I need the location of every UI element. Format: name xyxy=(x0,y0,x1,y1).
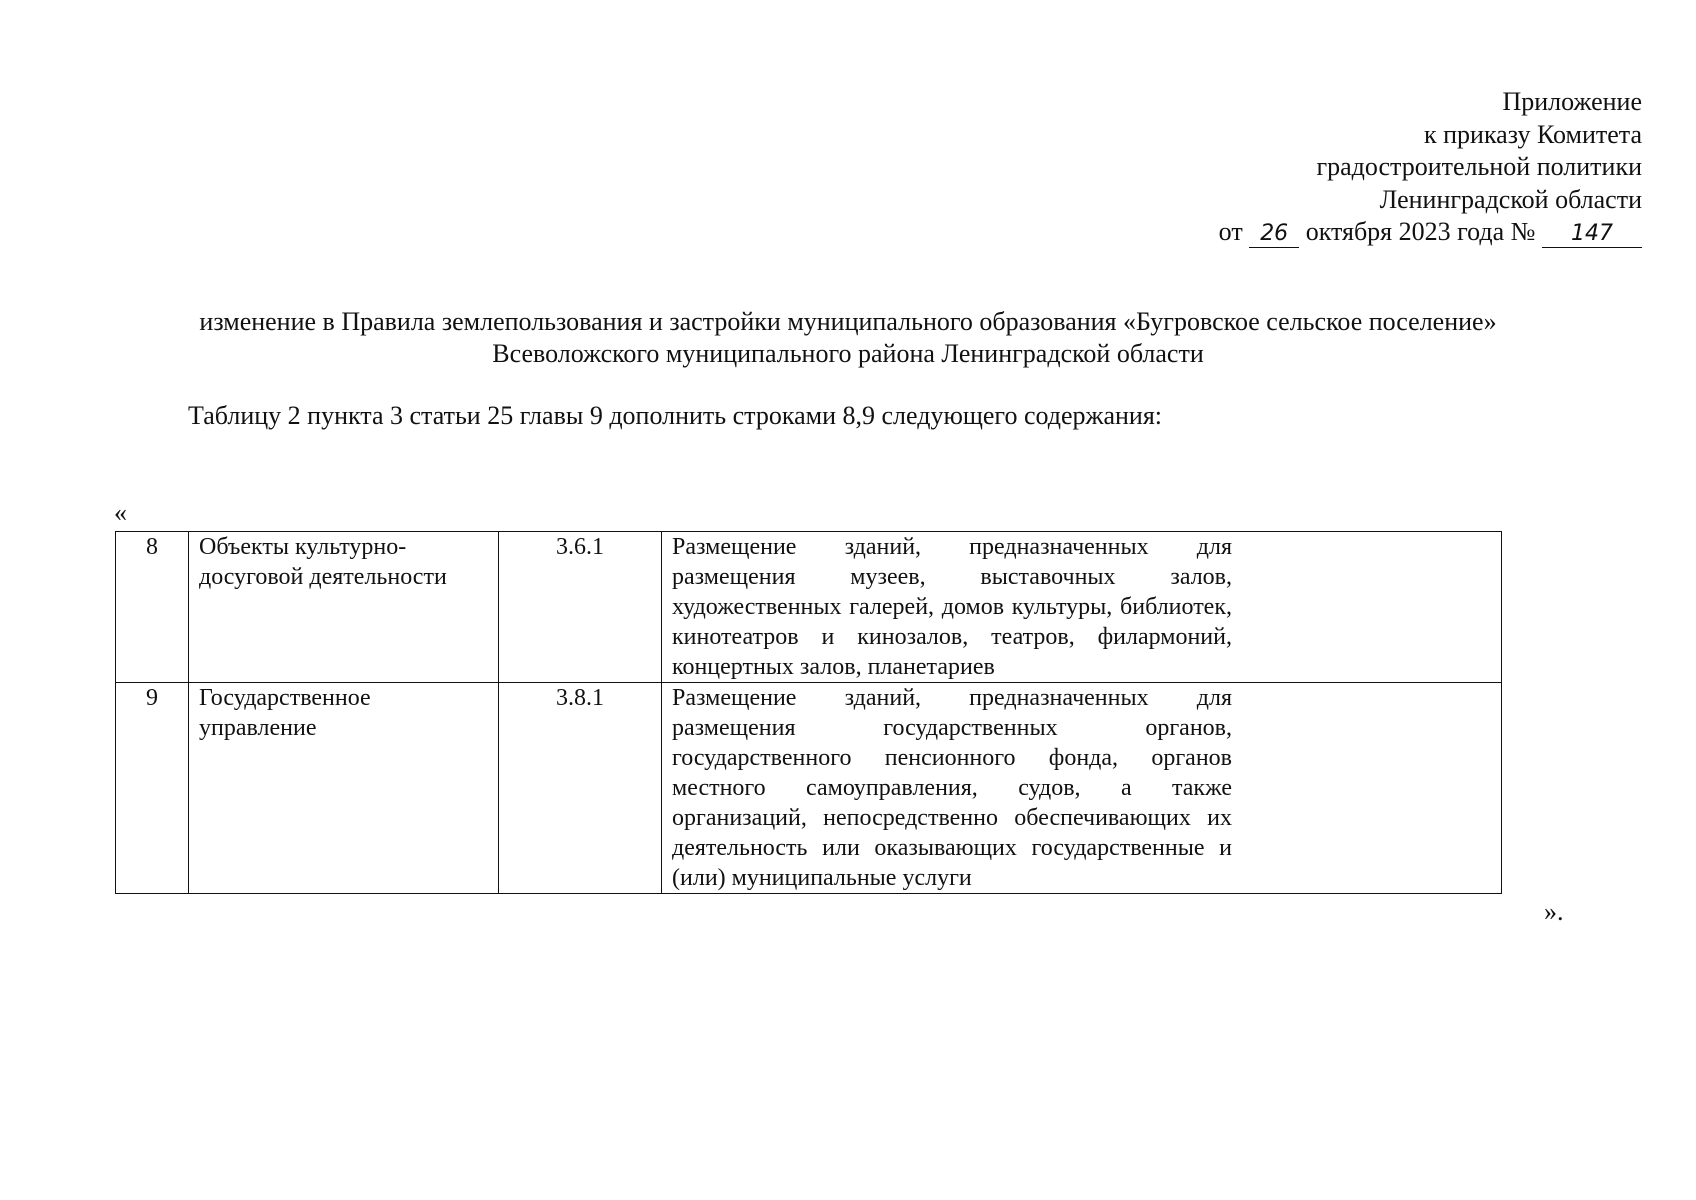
use-type-name: Государственное управление xyxy=(189,683,499,894)
closing-quote: ». xyxy=(1544,897,1564,926)
committee-name: градостроительной политики xyxy=(1316,152,1642,181)
use-type-name: Объекты культурно-досуговой деятельности xyxy=(189,532,499,683)
instruction-text: Таблицу 2 пункта 3 статьи 25 главы 9 дополнить строками 8,9 следующего содержания: xyxy=(188,401,1163,430)
appendix-label: Приложение xyxy=(1502,87,1642,116)
row-number: 8 xyxy=(116,532,189,683)
date-prefix: от xyxy=(1218,217,1243,246)
row-number: 9 xyxy=(116,683,189,894)
use-type-description: Размещение зданий, предназначенных для размещения государственных органов, государственного пенсионного фонда, органов местного самоуправления, судов, а также организаций, непосредственно обеспечивающих их деятельность или оказывающих государственные и (или) муниципальные услуги xyxy=(672,685,1232,891)
region-name: Ленинградской области xyxy=(1379,184,1642,214)
table-row xyxy=(116,683,1502,894)
appendix-header xyxy=(1219,86,1642,249)
use-type-description-cell xyxy=(662,683,1502,894)
opening-quote: « xyxy=(114,498,127,527)
title-line-1: изменение в Правила землепользования и застройки муниципального образования «Бугровское сельское поселение» xyxy=(199,307,1497,336)
order-number-handwritten: 147 xyxy=(1542,221,1642,248)
use-type-code: 3.6.1 xyxy=(499,532,662,683)
table-row xyxy=(116,532,1502,683)
title-line-2: Всеволожского муниципального района Ленинградской области xyxy=(492,339,1204,368)
document-title xyxy=(0,306,1696,370)
date-rest: октября 2023 года № xyxy=(1305,217,1536,246)
order-date-line xyxy=(1219,216,1642,249)
use-type-description-cell xyxy=(662,532,1502,683)
date-day-handwritten: 26 xyxy=(1249,221,1299,248)
use-type-description: Размещение зданий, предназначенных для размещения музеев, выставочных залов, художественных галерей, домов культуры, библиотек, кинотеатров и кинозалов, театров, филармоний, концертных залов, планетариев xyxy=(672,534,1232,680)
use-type-code: 3.8.1 xyxy=(499,683,662,894)
land-use-table xyxy=(115,531,1502,894)
order-reference: к приказу Комитета xyxy=(1423,119,1642,149)
